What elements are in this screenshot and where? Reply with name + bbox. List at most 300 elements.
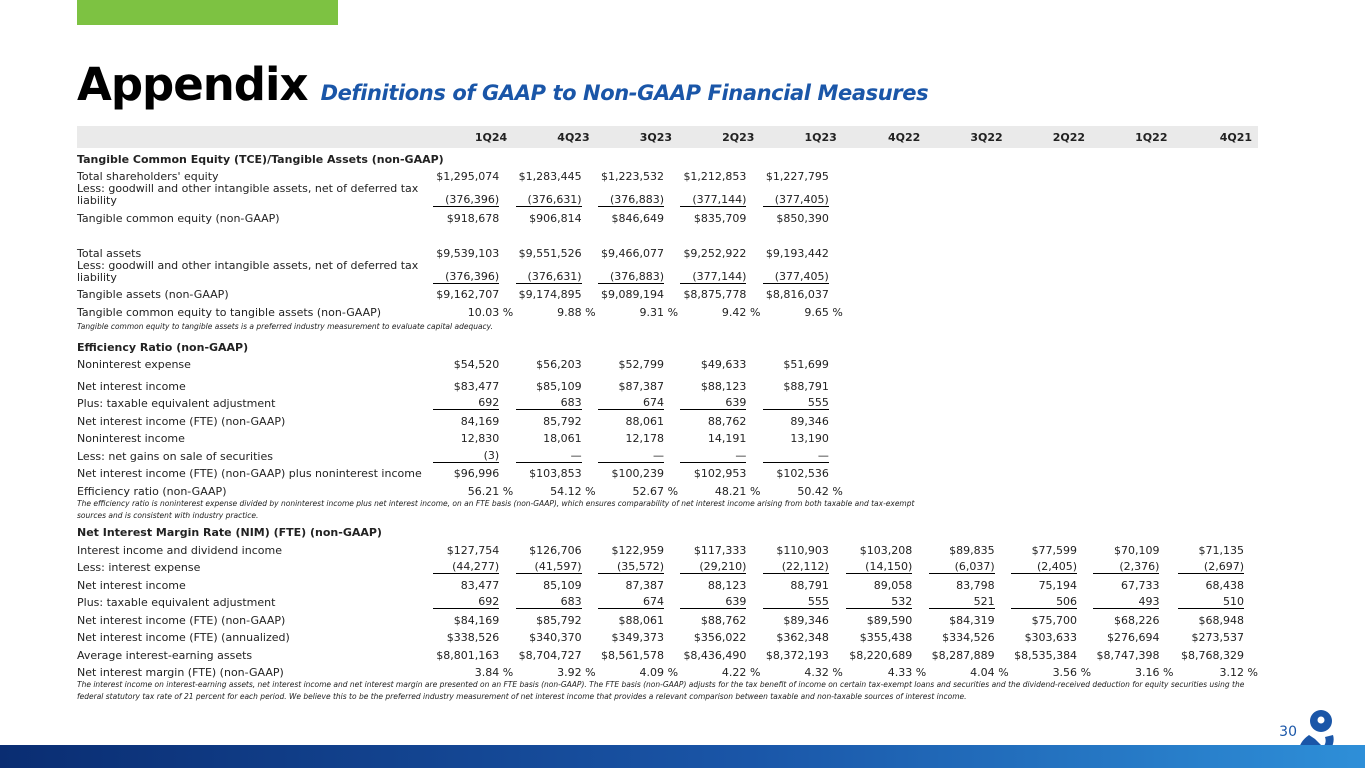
cell-value: $1,283,445: [518, 170, 582, 183]
cell-value: (14,150): [846, 561, 912, 574]
table-cell: [678, 574, 760, 592]
section-heading: Tangible Common Equity (TCE)/Tangible Assets (non-GAAP): [77, 152, 444, 166]
table-row: [77, 644, 1258, 662]
table-cell: [1091, 627, 1173, 645]
cell-value: $68,948: [1198, 613, 1244, 627]
cell-value: 48.21: [714, 484, 747, 498]
cell-value: $9,193,442: [765, 246, 829, 260]
table-row: [77, 574, 1258, 592]
page-number: 30: [1279, 724, 1297, 740]
table-cell: [431, 539, 513, 557]
cell-value: $89,590: [866, 613, 913, 627]
cell-value: (2,697): [1178, 561, 1244, 574]
table-cell: [513, 166, 595, 184]
table-cell: [760, 242, 842, 260]
spacer-row: [77, 225, 1258, 243]
empty-cell: [1173, 354, 1258, 372]
cell-value: $88,123: [700, 379, 747, 393]
empty-cell: [926, 393, 1008, 411]
cell-value: 84,169: [460, 414, 500, 428]
empty-cell: [1091, 354, 1173, 372]
empty-cell: [1173, 260, 1258, 284]
cell-value: 683: [516, 596, 582, 609]
percent-sign: %: [667, 484, 679, 498]
table-cell: [431, 207, 513, 225]
column-header: 2Q23: [678, 126, 760, 148]
cell-value: $83,477: [453, 379, 500, 393]
table-row: [77, 557, 1258, 575]
table-cell: [760, 557, 842, 575]
empty-cell: [843, 166, 926, 184]
cell-value: $835,709: [693, 211, 747, 225]
table-cell: [678, 428, 760, 446]
cell-value: $338,526: [446, 631, 500, 644]
row-label: Net interest income (FTE) (non-GAAP): [77, 414, 286, 428]
table-cell: [513, 574, 595, 592]
table-cell: [513, 242, 595, 260]
cell-value: $1,227,795: [765, 170, 829, 183]
footer-bar: [0, 745, 1365, 768]
cell-value: 88,123: [707, 578, 747, 592]
cell-value: $334,526: [942, 631, 995, 644]
cell-value: (6,037): [929, 561, 995, 574]
percent-sign: %: [585, 305, 596, 319]
percent-sign: %: [749, 666, 761, 679]
empty-cell: [1173, 445, 1258, 463]
row-label: Efficiency ratio (non-GAAP): [77, 484, 227, 498]
cell-value: 85,792: [543, 414, 582, 428]
table-cell: [678, 557, 760, 575]
table-cell: [760, 207, 842, 225]
cell-value: $9,089,194: [601, 288, 665, 301]
cell-value: 83,798: [956, 578, 995, 592]
empty-cell: [1009, 463, 1091, 481]
table-cell: [596, 644, 678, 662]
table-row: [77, 410, 1258, 428]
table-cell: [1091, 644, 1173, 662]
title-block: [77, 58, 928, 111]
cell-value: 3.12: [1219, 666, 1244, 679]
empty-cell: [926, 375, 1008, 393]
cell-value: $77,599: [1031, 543, 1078, 557]
cell-value: (44,277): [433, 561, 499, 574]
empty-cell: [1009, 480, 1091, 498]
table-cell: [843, 644, 926, 662]
table-cell: [431, 574, 513, 592]
table-cell: [926, 644, 1008, 662]
table-cell: [596, 301, 678, 319]
table-row: [77, 354, 1258, 372]
empty-cell: [1173, 284, 1258, 302]
table-cell: [431, 284, 513, 302]
table-cell: [513, 557, 595, 575]
table-cell: [596, 480, 678, 498]
cell-value: 10.03: [467, 305, 500, 319]
table-cell: [678, 166, 760, 184]
accent-bar: [77, 0, 338, 25]
cell-value: $96,996: [453, 467, 500, 480]
cell-value: 52.67: [632, 484, 665, 498]
footnote-row: [77, 679, 1258, 703]
cell-value: $68,226: [1113, 613, 1160, 627]
cell-value: $56,203: [536, 358, 582, 371]
percent-sign: %: [585, 484, 596, 498]
cell-value: $850,390: [776, 211, 829, 225]
cell-value: $51,699: [783, 358, 829, 371]
cell-value: $102,536: [776, 467, 829, 480]
cell-value: (22,112): [763, 561, 829, 574]
cell-value: $9,174,895: [518, 288, 582, 301]
empty-cell: [1091, 207, 1173, 225]
cell-value: 89,346: [790, 414, 829, 428]
cell-value: 87,387: [625, 578, 665, 592]
empty-cell: [843, 445, 926, 463]
table-cell: [1009, 644, 1091, 662]
empty-cell: [843, 480, 926, 498]
empty-cell: [1009, 375, 1091, 393]
table-cell: [596, 557, 678, 575]
financial-table: [77, 126, 1258, 703]
cell-value: $303,633: [1024, 631, 1078, 644]
table-cell: [1009, 592, 1091, 610]
table-cell: [431, 375, 513, 393]
empty-cell: [843, 354, 926, 372]
table-cell: [1091, 539, 1173, 557]
column-header: 1Q22: [1091, 126, 1173, 148]
row-label: Noninterest expense: [77, 358, 191, 371]
table-row: [77, 480, 1258, 498]
table-cell: [431, 662, 513, 680]
cell-value: $8,704,727: [518, 648, 582, 662]
table-cell: [843, 539, 926, 557]
footnote: Tangible common equity to tangible assets is a preferred industry measurement to evaluate capital adequacy.: [77, 322, 493, 332]
empty-cell: [926, 207, 1008, 225]
cell-value: $88,791: [783, 379, 829, 393]
empty-cell: [926, 260, 1008, 284]
table-row: [77, 428, 1258, 446]
cell-value: 14,191: [707, 432, 747, 445]
table-cell: [513, 393, 595, 411]
table-cell: [513, 284, 595, 302]
table-cell: [431, 260, 513, 284]
table-cell: [678, 480, 760, 498]
table-cell: [513, 539, 595, 557]
cell-value: $117,333: [693, 543, 747, 557]
cell-value: 83,477: [460, 578, 500, 592]
cell-value: 12,178: [625, 432, 665, 445]
table-cell: [678, 463, 760, 481]
cell-value: 510: [1178, 596, 1244, 609]
table-cell: [1091, 557, 1173, 575]
table-cell: [596, 260, 678, 284]
table-cell: [678, 539, 760, 557]
table-row: [77, 260, 1258, 284]
table-cell: [596, 539, 678, 557]
cell-value: $1,223,532: [601, 170, 665, 183]
cell-value: 9.31: [639, 305, 665, 319]
cell-value: 13,190: [790, 432, 829, 445]
table-cell: [843, 627, 926, 645]
table-cell: [431, 463, 513, 481]
cell-value: (29,210): [680, 561, 746, 574]
table-cell: [926, 557, 1008, 575]
table-cell: [678, 609, 760, 627]
cell-value: (376,883): [598, 271, 664, 284]
cell-value: 88,762: [707, 414, 747, 428]
cell-value: 674: [598, 596, 664, 609]
cell-value: (2,376): [1093, 561, 1159, 574]
page-title: Appendix: [77, 58, 308, 111]
table-cell: [760, 609, 842, 627]
table-cell: [1009, 662, 1091, 680]
table-cell: [843, 557, 926, 575]
table-cell: [596, 166, 678, 184]
table-cell: [678, 242, 760, 260]
table-cell: [596, 183, 678, 207]
table-cell: [431, 592, 513, 610]
empty-cell: [926, 428, 1008, 446]
cell-value: $110,903: [776, 543, 829, 557]
cell-value: $85,109: [536, 379, 582, 393]
table-cell: [926, 662, 1008, 680]
empty-cell: [1009, 410, 1091, 428]
cell-value: 56.21: [467, 484, 500, 498]
table-row: [77, 463, 1258, 481]
row-label: Total assets: [77, 246, 142, 260]
empty-cell: [1091, 301, 1173, 319]
empty-cell: [1091, 410, 1173, 428]
table-cell: [678, 445, 760, 463]
cell-value: $918,678: [446, 211, 500, 225]
table-cell: [513, 644, 595, 662]
cell-value: $8,747,398: [1096, 648, 1160, 662]
table-row: [77, 627, 1258, 645]
cell-value: 692: [433, 397, 499, 410]
empty-cell: [1091, 242, 1173, 260]
table-cell: [596, 242, 678, 260]
cell-value: $355,438: [859, 631, 913, 644]
table-cell: [1173, 557, 1258, 575]
empty-cell: [1009, 166, 1091, 184]
table-cell: [760, 592, 842, 610]
cell-value: $84,169: [453, 613, 500, 627]
table-cell: [513, 428, 595, 446]
table-cell: [843, 609, 926, 627]
empty-cell: [926, 301, 1008, 319]
column-header: 1Q23: [760, 126, 842, 148]
table-row: [77, 242, 1258, 260]
percent-sign: %: [502, 666, 514, 679]
table-cell: [596, 574, 678, 592]
cell-value: 639: [680, 397, 746, 410]
percent-sign: %: [502, 305, 514, 319]
cell-value: $1,295,074: [436, 170, 500, 183]
table-row: [77, 609, 1258, 627]
empty-cell: [1009, 260, 1091, 284]
cell-value: $8,875,778: [683, 288, 747, 301]
table-row: [77, 284, 1258, 302]
empty-cell: [926, 183, 1008, 207]
cell-value: $122,959: [611, 543, 665, 557]
row-label: Tangible common equity to tangible assets (non-GAAP): [77, 305, 382, 319]
header-blank: [77, 126, 431, 148]
empty-cell: [1173, 183, 1258, 207]
table-cell: [1091, 662, 1173, 680]
table-cell: [1009, 574, 1091, 592]
cell-value: $54,520: [453, 358, 500, 371]
table-cell: [596, 410, 678, 428]
table-cell: [431, 627, 513, 645]
percent-sign: %: [502, 484, 514, 498]
table-cell: [513, 662, 595, 680]
empty-cell: [1091, 183, 1173, 207]
row-label: Net interest margin (FTE) (non-GAAP): [77, 666, 284, 679]
cell-value: $84,319: [949, 613, 995, 627]
cell-value: (377,405): [763, 271, 829, 284]
footnote-row: [77, 319, 1258, 337]
cell-value: —: [680, 450, 746, 463]
table-cell: [596, 627, 678, 645]
empty-cell: [926, 242, 1008, 260]
row-label: Net interest income (FTE) (annualized): [77, 631, 290, 644]
cell-value: 532: [846, 596, 912, 609]
cell-value: $8,535,384: [1014, 648, 1078, 662]
table-cell: [513, 609, 595, 627]
table-cell: [760, 166, 842, 184]
empty-cell: [1173, 463, 1258, 481]
empty-cell: [1091, 284, 1173, 302]
table-cell: [678, 644, 760, 662]
table-row: [77, 183, 1258, 207]
column-header: 3Q23: [596, 126, 678, 148]
row-label: Net interest income (FTE) (non-GAAP) plus noninterest income: [77, 467, 422, 480]
empty-cell: [1091, 375, 1173, 393]
cell-value: $8,372,193: [765, 648, 829, 662]
table-cell: [843, 662, 926, 680]
empty-cell: [843, 410, 926, 428]
table-cell: [1009, 557, 1091, 575]
cell-value: (376,631): [516, 194, 582, 207]
cell-value: $276,694: [1106, 631, 1160, 644]
table-cell: [431, 445, 513, 463]
table-cell: [1091, 574, 1173, 592]
cell-value: 50.42: [797, 484, 829, 498]
empty-cell: [843, 375, 926, 393]
section-heading-row: [77, 522, 1258, 540]
table-cell: [1173, 592, 1258, 610]
cell-value: (376,883): [598, 194, 664, 207]
table-cell: [431, 480, 513, 498]
empty-cell: [926, 354, 1008, 372]
table-cell: [431, 609, 513, 627]
cell-value: $8,801,163: [436, 648, 500, 662]
cell-value: 4.32: [804, 666, 829, 679]
cell-value: 4.04: [970, 666, 995, 679]
table-cell: [760, 574, 842, 592]
table-cell: [513, 410, 595, 428]
cell-value: $49,633: [700, 358, 747, 371]
table-row: [77, 166, 1258, 184]
table-cell: [678, 207, 760, 225]
footnote: The interest income on interest-earning assets, net interest income and net interest margin are presented on an FTE basis (non-GAAP). The FTE basis (non-GAAP) adjusts for the tax benefit of income on certain tax-exempt loans and securities and the dividend-received deduction for equity securities using the federal statutory tax rate of 21 percent for each period. We believe this to be the preferred industry measurement of net interest income that provides a relevant comparison between taxable and non-taxable sources of interest income.: [77, 680, 1245, 701]
table-cell: [596, 609, 678, 627]
empty-cell: [843, 284, 926, 302]
cell-value: $103,208: [859, 543, 913, 557]
table-cell: [760, 463, 842, 481]
percent-sign: %: [832, 666, 843, 679]
table-cell: [596, 592, 678, 610]
cell-value: $127,754: [446, 543, 500, 557]
cell-value: 555: [763, 596, 829, 609]
cell-value: 3.16: [1134, 666, 1160, 679]
row-label: Tangible assets (non-GAAP): [77, 288, 229, 301]
cell-value: 639: [680, 596, 746, 609]
cell-value: (377,144): [680, 271, 746, 284]
table-cell: [760, 393, 842, 411]
table-cell: [431, 644, 513, 662]
column-header: 3Q22: [926, 126, 1008, 148]
table-cell: [431, 557, 513, 575]
row-label: Tangible common equity (non-GAAP): [77, 211, 280, 225]
empty-cell: [926, 284, 1008, 302]
table-cell: [678, 393, 760, 411]
table-cell: [596, 207, 678, 225]
column-header: 4Q22: [843, 126, 926, 148]
row-label: Net interest income: [77, 379, 186, 393]
cell-value: 674: [598, 397, 664, 410]
cell-value: $1,212,853: [683, 170, 747, 183]
cell-value: $103,853: [529, 467, 582, 480]
row-label: Less: goodwill and other intangible assets, net of deferred tax liability: [77, 182, 419, 207]
cell-value: 54.12: [550, 484, 582, 498]
cell-value: 4.33: [887, 666, 913, 679]
empty-cell: [926, 480, 1008, 498]
empty-cell: [1009, 284, 1091, 302]
cell-value: $100,239: [611, 467, 665, 480]
table-cell: [678, 260, 760, 284]
table-cell: [926, 592, 1008, 610]
table-cell: [431, 393, 513, 411]
row-label: Plus: taxable equivalent adjustment: [77, 596, 276, 609]
percent-sign: %: [749, 305, 761, 319]
row-label: Net interest income (FTE) (non-GAAP): [77, 613, 286, 627]
table-cell: [513, 592, 595, 610]
cell-value: $8,816,037: [765, 288, 829, 301]
cell-value: 9.42: [721, 305, 747, 319]
empty-cell: [1173, 375, 1258, 393]
empty-cell: [1091, 480, 1173, 498]
empty-cell: [1173, 410, 1258, 428]
cell-value: $89,346: [783, 613, 829, 627]
percent-sign: %: [998, 666, 1009, 679]
cell-value: 68,438: [1205, 578, 1244, 592]
footnote: The efficiency ratio is noninterest expense divided by noninterest income plus net interest income, on an FTE basis (non-GAAP), which ensures comparability of net interest income arising from both taxable and tax-exempt sources and is consistent with industry practice.: [77, 498, 915, 520]
table-cell: [678, 301, 760, 319]
table-cell: [760, 183, 842, 207]
cell-value: (376,631): [516, 271, 582, 284]
cell-value: (3): [433, 450, 499, 463]
empty-cell: [843, 428, 926, 446]
row-label: Plus: taxable equivalent adjustment: [77, 397, 276, 410]
table-row: [77, 301, 1258, 319]
empty-cell: [1009, 183, 1091, 207]
table-cell: [431, 354, 513, 372]
row-label: Average interest-earning assets: [77, 648, 253, 662]
table-cell: [843, 592, 926, 610]
cell-value: $89,835: [949, 543, 995, 557]
cell-value: $340,370: [529, 631, 582, 644]
table-cell: [513, 627, 595, 645]
